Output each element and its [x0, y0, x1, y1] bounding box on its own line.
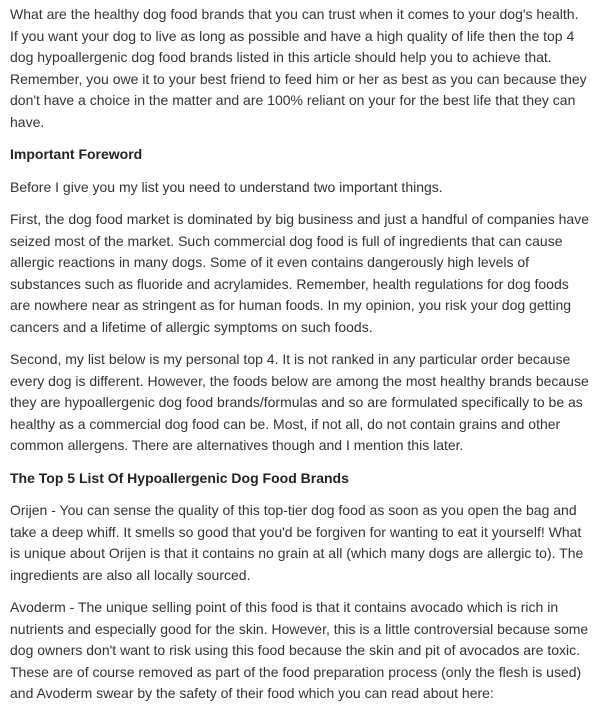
brand-paragraph-avoderm: Avoderm - The unique selling point of this food is that it contains avocado which is rich in nutrients and especially good for the skin. However, this is a little controversial because some dog owners don't want to risk using this food because the skin and pit of avocados are toxic. These are of course removed as part of the food preparation process (only the flesh is used) and Avoderm swear by the safety of their food which you can read about here:: [10, 599, 589, 701]
second-point-paragraph: Second, my list below is my personal top 4. It is not ranked in any particular order because every dog is different. However, the foods below are among the most healthy brands because they are hypoallergenic dog food brands/formulas and so are formulated specifically to be as healthy as a commercial dog food can be. Most, if not all, do not contain grains and other common allergens. There are alternatives though and I mention this later.: [10, 351, 589, 453]
brand-list-heading: The Top 5 List Of Hypoallergenic Dog Food Brands: [10, 469, 349, 486]
foreword-heading: Important Foreword: [10, 146, 143, 162]
foreword-lead-paragraph: Before I give you my list you need to understand two important things.: [10, 178, 443, 195]
intro-paragraph: What are the healthy dog food brands that you can trust when it comes to your dog's health. If you want your dog to live as long as possible and have a high quality of life then the top 4 dog hypoallergenic dog food brands listed in this article should help you to achieve that. Remember, you owe it to your best friend to feed him or her as best as you can because they don't have a choice in the matter and are 100% reliant on your for the best life that they can have.: [10, 6, 587, 130]
brand-paragraph-orijen: Orijen - You can sense the quality of this top-tier dog food as soon as you open the bag and take a deep whiff. It smells so good that you'd be forgiven for wanting to eat it yourself! What is unique about Orijen is that it contains no grain at all (which many dogs are allergic to). The ingredients are also all locally sourced.: [10, 502, 584, 583]
first-point-paragraph: First, the dog food market is dominated by big business and just a handful of companies have seized most of the market. Such commercial dog food is full of ingredients that can cause allergic reactions in many dogs. Some of it even contains dangerously high levels of substances such as fluoride and acrylamides. Remember, health regulations for dog foods are nowhere near as stringent as for human foods. In my opinion, you risk your dog getting cancers and a lifetime of allergic symptoms on such foods.: [10, 211, 590, 335]
